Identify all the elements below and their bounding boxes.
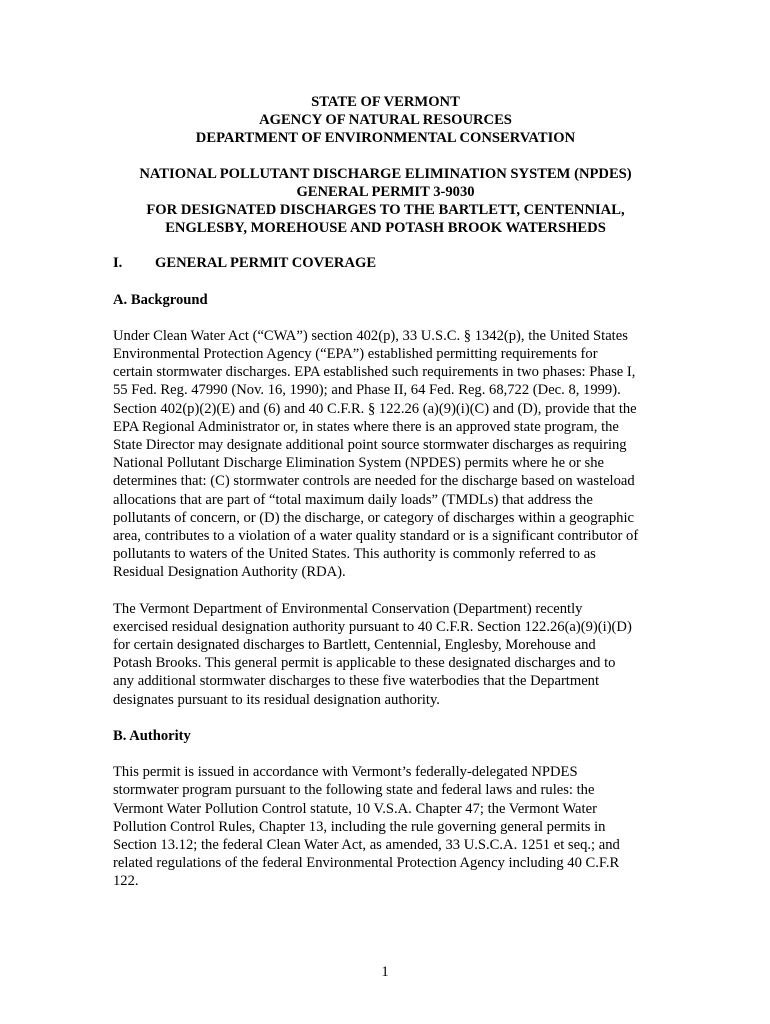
text-line: exercised residual designation authority pursuant to 40 C.F.R. Section 122.26(a)(9)(i)(D) [113,618,632,635]
authority-paragraph-1 [113,763,658,890]
text-line: Vermont Water Pollution Control statute, 10 V.S.A. Chapter 47; the Vermont Water [113,800,597,817]
text-line: State Director may designate additional point source stormwater discharges as requiring [113,437,627,454]
text-line: pollutants of concern, or (D) the discharge, or category of discharges within a geographic [113,509,635,526]
header-line: STATE OF VERMONT [311,94,460,110]
text-line: any additional stormwater discharges to these five waterbodies that the Department [113,673,600,690]
title-line: FOR DESIGNATED DISCHARGES TO THE BARTLETT, CENTENNIAL, [146,202,625,219]
text-line: stormwater program pursuant to the following state and federal laws and rules: the [113,782,595,799]
header-line: DEPARTMENT OF ENVIRONMENTAL CONSERVATION [195,130,576,147]
section-number: I. [113,255,123,272]
text-line: This permit is issued in accordance with Vermont’s federally-delegated NPDES [113,764,578,781]
text-line: The Vermont Department of Environmental Conservation (Department) recently [113,600,583,617]
text-line: pollutants to waters of the United States. This authority is commonly referred to as [113,546,596,563]
text-line: Section 402(p)(2)(E) and (6) and 40 C.F.R. § 122.26 (a)(9)(i)(C) and (D), provide that the [113,400,637,417]
title-line: ENGLESBY, MOREHOUSE AND POTASH BROOK WATERSHEDS [165,220,606,237]
background-heading: A. Background [113,291,208,308]
authority-heading: B. Authority [113,727,191,744]
text-line: Section 13.12; the federal Clean Water Act, as amended, 33 U.S.C.A. 1251 et seq.; and [113,836,620,853]
text-line: related regulations of the federal Environmental Protection Agency including 40 C.F.R [113,855,620,872]
header-line: AGENCY OF NATURAL RESOURCES [259,112,512,129]
section-title: GENERAL PERMIT COVERAGE [155,255,377,272]
text-line: for certain designated discharges to Bartlett, Centennial, Englesby, Morehouse and [113,637,596,654]
page-content [113,93,658,909]
background-paragraph-2 [113,600,658,709]
text-line: Pollution Control Rules, Chapter 13, including the rule governing general permits in [113,818,606,835]
background-paragraph-1 [113,327,658,582]
text-line: certain stormwater discharges. EPA established such requirements in two phases: Phase I, [113,364,636,381]
text-line: area, contributes to a violation of a water quality standard or is a significant contributor of [113,528,639,545]
text-line: Residual Designation Authority (RDA). [113,564,346,581]
text-line: Under Clean Water Act (“CWA”) section 402(p), 33 U.S.C. § 1342(p), the United States [113,327,628,344]
text-line: designates pursuant to its residual designation authority. [113,691,440,708]
text-line: Environmental Protection Agency (“EPA”) established permitting requirements for [113,346,598,363]
text-line: allocations that are part of “total maximum daily loads” (TMDLs) that address the [113,491,593,508]
title-line: NATIONAL POLLUTANT DISCHARGE ELIMINATION SYSTEM (NPDES) [139,165,632,182]
permit-title [113,165,658,238]
text-line: EPA Regional Administrator or, in states where there is an approved state program, the [113,418,619,435]
page-number: 1 [381,964,389,980]
text-line: determines that: (C) stormwater controls are needed for the discharge based on wasteload [113,473,635,490]
text-line: 122. [113,873,139,890]
text-line: National Pollutant Discharge Elimination System (NPDES) permits where he or she [113,455,604,472]
agency-header [113,93,658,148]
text-line: Potash Brooks. This general permit is applicable to these designated discharges and to [113,655,616,672]
title-line: GENERAL PERMIT 3-9030 [296,183,475,200]
section-heading [113,254,658,272]
text-line: 55 Fed. Reg. 47990 (Nov. 16, 1990); and Phase II, 64 Fed. Reg. 68,722 (Dec. 8, 1999). [113,382,621,399]
